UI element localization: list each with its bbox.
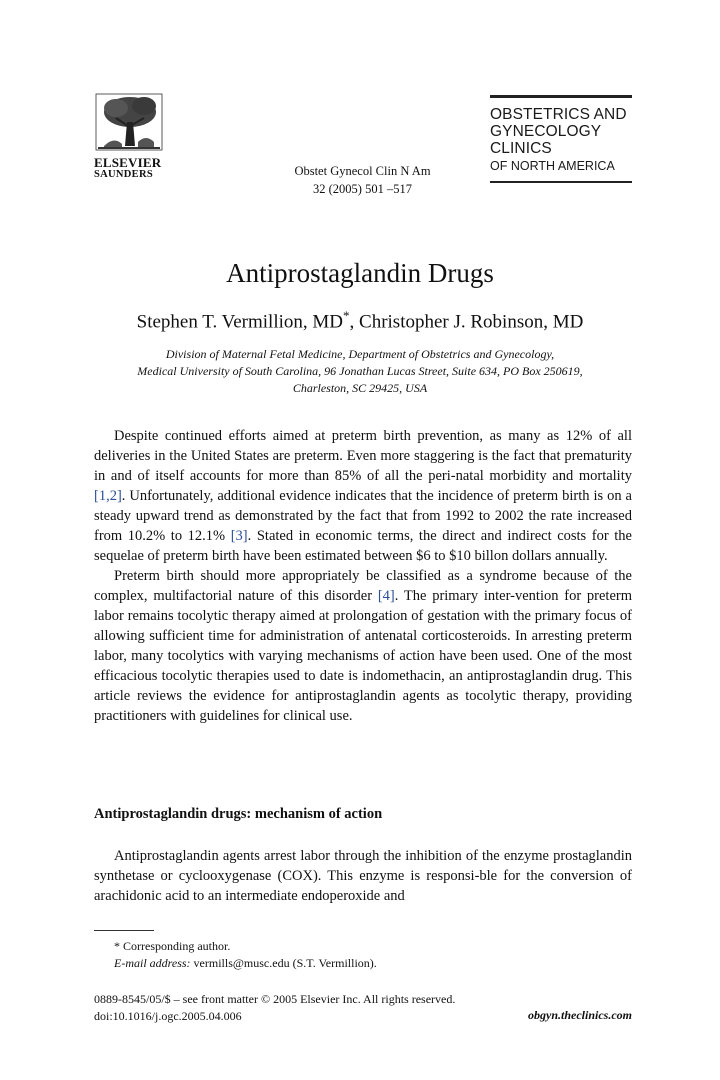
publisher-name: ELSEVIER [94,155,162,170]
intro-body [94,426,632,726]
paragraph-1-text-a: Despite continued efforts aimed at preterm birth prevention, as many as 12% of all deliveries in the United States are preterm. Even more staggering is the fact that prematurity in and of itself accounts for more than 85% of all the peri-natal morbidity and mortality [94,428,632,484]
footnote-email [114,955,377,972]
paragraph-1-text-c: . Stated in economic terms, the direct and indirect costs for the sequelae of preterm birth have been estimated between $6 to $10 billon dollars annually. [94,528,632,564]
paragraph-2-text-b: . The primary inter-vention for preterm labor remains tocolytic therapy aimed at prolongation of gestation with the primary focus of allowing sufficient time for administration of antenatal corticosteroids. In arresting preterm labor, many tocolytics with varying mechanisms of action have been used. One of the most efficacious tocolytic therapies used to date is indomethacin, an antiprostaglandin drug. This article reviews the evidence for antiprostaglandin agents as tocolytic therapy, providing practitioners with guidelines for clinical use. [94,588,632,724]
footnote-corresponding: * Corresponding author. [114,939,231,953]
paragraph-2-text-a: Preterm birth should more appropriately be classified as a syndrome because of the complex, multifactorial nature of this disorder [94,568,632,604]
email-label: E-mail address: [114,956,191,970]
affiliation [100,346,620,397]
brand-top-rule [490,95,632,98]
affiliation-line-3: Charleston, SC 29425, USA [292,381,428,395]
publisher-logo [94,92,164,181]
brand-line-1: OBSTETRICS AND [490,106,627,123]
citation-link-1-2[interactable]: [1,2] [94,488,122,504]
paragraph-2 [94,566,632,726]
publisher-imprint: SAUNDERS [94,169,153,180]
journal-site-link[interactable]: obgyn.theclinics.com [528,1008,632,1022]
affiliation-line-1: Division of Maternal Fetal Medicine, Department of Obstetrics and Gynecology, [165,347,555,361]
issn-line: 0889-8545/05/$ – see front matter © 2005 Elsevier Inc. All rights reserved. [94,992,456,1006]
journal-citation [270,162,455,198]
brand-line-3: CLINICS [490,140,552,157]
author-1: Stephen T. Vermillion, MD [136,311,344,333]
citation-line-2: 32 (2005) 501 –517 [313,182,412,196]
section-heading: Antiprostaglandin drugs: mechanism of action [94,806,383,822]
paragraph-1-text-b: . Unfortunately, additional evidence indicates that the incidence of preterm birth is on a steady upward trend as demonstrated by the fact that from 1992 to 2002 the rate increased from 10.2% to 12.1% [94,488,632,544]
doi-line[interactable]: doi:10.1016/j.ogc.2005.04.006 [94,1009,242,1023]
citation-line-1: Obstet Gynecol Clin N Am [294,164,431,178]
author-2: Christopher J. Robinson, MD [359,311,584,333]
article-title: Antiprostaglandin Drugs [226,258,494,288]
paragraph-3: Antiprostaglandin agents arrest labor through the inhibition of the enzyme prostaglandin synthetase or cyclooxygenase (COX). This enzyme is responsi-ble for the conversion of arachidonic acid to an intermediate endoperoxide and [94,848,632,904]
brand-line-4: OF NORTH AMERICA [490,159,632,183]
elsevier-tree-icon [94,92,164,154]
affiliation-line-2: Medical University of South Carolina, 96 Jonathan Lucas Street, Suite 634, PO Box 250619, [137,364,583,378]
corresponding-mark: * [343,308,350,323]
citation-link-3[interactable]: [3] [230,528,248,544]
citation-link-4[interactable]: [4] [377,588,395,604]
section-body [94,846,632,906]
email-value[interactable]: vermills@musc.edu (S.T. Vermillion). [190,956,377,970]
author-list [0,308,720,333]
author-separator: , [349,311,360,333]
brand-line-2: GYNECOLOGY [490,123,602,140]
paragraph-1 [94,426,632,566]
footnote-rule [94,930,154,931]
journal-brand [490,95,632,183]
